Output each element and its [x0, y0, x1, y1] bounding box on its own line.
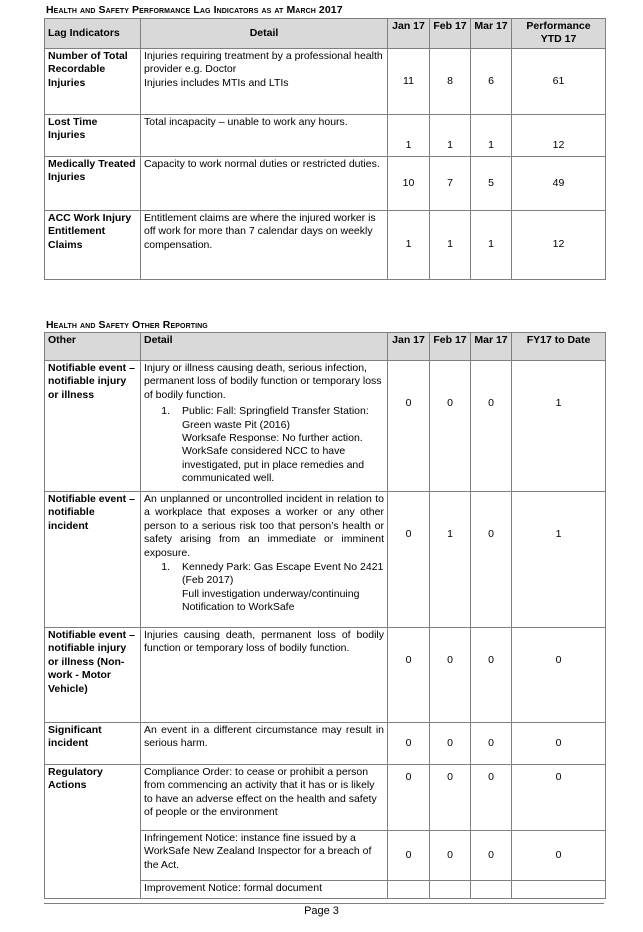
- row-mar: 0: [471, 492, 512, 628]
- row-detail: Entitlement claims are where the injured worker is off work for more than 7 calendar days on weekly compensation.: [141, 210, 388, 279]
- other-reporting-table: [44, 332, 606, 899]
- row-ytd: 0: [512, 723, 606, 765]
- col-header-ytd: Performance YTD 17: [512, 19, 606, 49]
- row-detail: Total incapacity – unable to work any hours.: [141, 114, 388, 156]
- row-feb: 0: [430, 723, 471, 765]
- col-header-mar: Mar 17: [471, 19, 512, 49]
- row-indicator: Notifiable event – notifiable incident: [45, 492, 141, 628]
- row-ytd: 61: [512, 48, 606, 114]
- numbered-item: [144, 405, 384, 485]
- row-detail: Infringement Notice: instance fine issued by a WorkSafe New Zealand Inspector for a breach of the Act.: [141, 831, 388, 881]
- table-row: [45, 210, 606, 279]
- row-feb: 0: [430, 831, 471, 881]
- row-mar: 0: [471, 765, 512, 831]
- row-mar: [471, 881, 512, 899]
- row-mar: 0: [471, 628, 512, 723]
- row-ytd: 1: [512, 361, 606, 492]
- row-jan: 0: [388, 723, 430, 765]
- col-header-feb: Feb 17: [430, 19, 471, 49]
- row-feb: 1: [430, 492, 471, 628]
- footer-divider: [44, 903, 604, 904]
- row-jan: 0: [388, 628, 430, 723]
- row-feb: 0: [430, 765, 471, 831]
- row-feb: 7: [430, 156, 471, 210]
- row-indicator: ACC Work Injury Entitlement Claims: [45, 210, 141, 279]
- col-header-fy: FY17 to Date: [512, 333, 606, 361]
- col-header-mar: Mar 17: [471, 333, 512, 361]
- col-header-detail: Detail: [141, 19, 388, 49]
- table-header-row: [45, 19, 606, 49]
- item-text: Kennedy Park: Gas Escape Event No 2421 (Feb 2017) Full investigation underway/continuing Notification to WorkSafe: [182, 561, 384, 614]
- row-jan: 1: [388, 210, 430, 279]
- row-feb: 1: [430, 210, 471, 279]
- row-detail: Compliance Order: to cease or prohibit a person from commencing an activity that it has or is likely to have an adverse effect on the health and safety of people or the environment: [141, 765, 388, 831]
- col-header-jan: Jan 17: [388, 19, 430, 49]
- table-row: [45, 361, 606, 492]
- table-row: [45, 48, 606, 114]
- row-detail: Injuries causing death, permanent loss of bodily function or temporary loss of bodily function.: [141, 628, 388, 723]
- table-row: [45, 723, 606, 765]
- row-detail: An unplanned or uncontrolled incident in relation to a workplace that exposes a worker or any other person to a serious risk too that person’s health or safety arising from an immediate or imminent exposure.: [144, 493, 384, 559]
- table-row: [45, 156, 606, 210]
- row-indicator: Notifiable event – notifiable injury or illness (Non-work - Motor Vehicle): [45, 628, 141, 723]
- row-mar: 5: [471, 156, 512, 210]
- row-jan: 0: [388, 831, 430, 881]
- row-detail: Injury or illness causing death, serious infection, permanent loss of bodily function or temporary loss of bodily function.: [144, 362, 382, 401]
- table-row: [45, 628, 606, 723]
- row-mar: 1: [471, 210, 512, 279]
- col-header-other: Other: [45, 333, 141, 361]
- row-jan: 0: [388, 361, 430, 492]
- row-ytd: [512, 881, 606, 899]
- row-mar: 0: [471, 723, 512, 765]
- col-header-feb: Feb 17: [430, 333, 471, 361]
- row-feb: 8: [430, 48, 471, 114]
- row-detail-cell: [141, 492, 388, 628]
- item-text: Public: Fall: Springfield Transfer Station: Green waste Pit (2016) Worksafe Response: No further action. WorkSafe considered NCC to have investigated, put in place remedies and communicated well.: [182, 405, 369, 485]
- row-detail: Improvement Notice: formal document: [141, 881, 388, 899]
- table-row: [45, 114, 606, 156]
- row-detail-cell: [141, 361, 388, 492]
- row-jan: [388, 881, 430, 899]
- row-feb: [430, 881, 471, 899]
- row-jan: 0: [388, 765, 430, 831]
- row-mar: 0: [471, 361, 512, 492]
- row-indicator: Number of Total Recordable Injuries: [45, 48, 141, 114]
- row-ytd: 0: [512, 628, 606, 723]
- row-jan: 0: [388, 492, 430, 628]
- col-header-jan: Jan 17: [388, 333, 430, 361]
- lag-indicators-table: [44, 18, 606, 280]
- item-number: 1.: [161, 405, 170, 418]
- row-indicator: Medically Treated Injuries: [45, 156, 141, 210]
- row-jan: 1: [388, 114, 430, 156]
- page-number: Page 3: [304, 905, 339, 917]
- table-row: [45, 492, 606, 628]
- item-number: 1.: [161, 561, 170, 574]
- row-feb: 0: [430, 361, 471, 492]
- table2-title: Health and Safety Other Reporting: [46, 319, 208, 331]
- row-indicator: Lost Time Injuries: [45, 114, 141, 156]
- row-detail: Injuries requiring treatment by a professional health provider e.g. Doctor Injuries includes MTIs and LTIs: [141, 48, 388, 114]
- row-detail: An event in a different circumstance may result in serious harm.: [141, 723, 388, 765]
- row-indicator: Regulatory Actions: [45, 765, 141, 899]
- row-ytd: 12: [512, 114, 606, 156]
- col-header-lag-indicators: Lag Indicators: [45, 19, 141, 49]
- table1-title: Health and Safety Performance Lag Indicators as at March 2017: [46, 4, 343, 16]
- row-indicator: Significant incident: [45, 723, 141, 765]
- row-ytd: 1: [512, 492, 606, 628]
- row-mar: 1: [471, 114, 512, 156]
- row-jan: 10: [388, 156, 430, 210]
- row-detail: Capacity to work normal duties or restricted duties.: [141, 156, 388, 210]
- numbered-item: [144, 561, 384, 615]
- table-row: [45, 765, 606, 831]
- row-mar: 6: [471, 48, 512, 114]
- row-feb: 1: [430, 114, 471, 156]
- row-indicator: Notifiable event – notifiable injury or illness: [45, 361, 141, 492]
- row-jan: 11: [388, 48, 430, 114]
- row-ytd: 0: [512, 765, 606, 831]
- row-ytd: 49: [512, 156, 606, 210]
- row-mar: 0: [471, 831, 512, 881]
- row-ytd: 12: [512, 210, 606, 279]
- col-header-detail: Detail: [141, 333, 388, 361]
- row-feb: 0: [430, 628, 471, 723]
- row-ytd: 0: [512, 831, 606, 881]
- table-header-row: [45, 333, 606, 361]
